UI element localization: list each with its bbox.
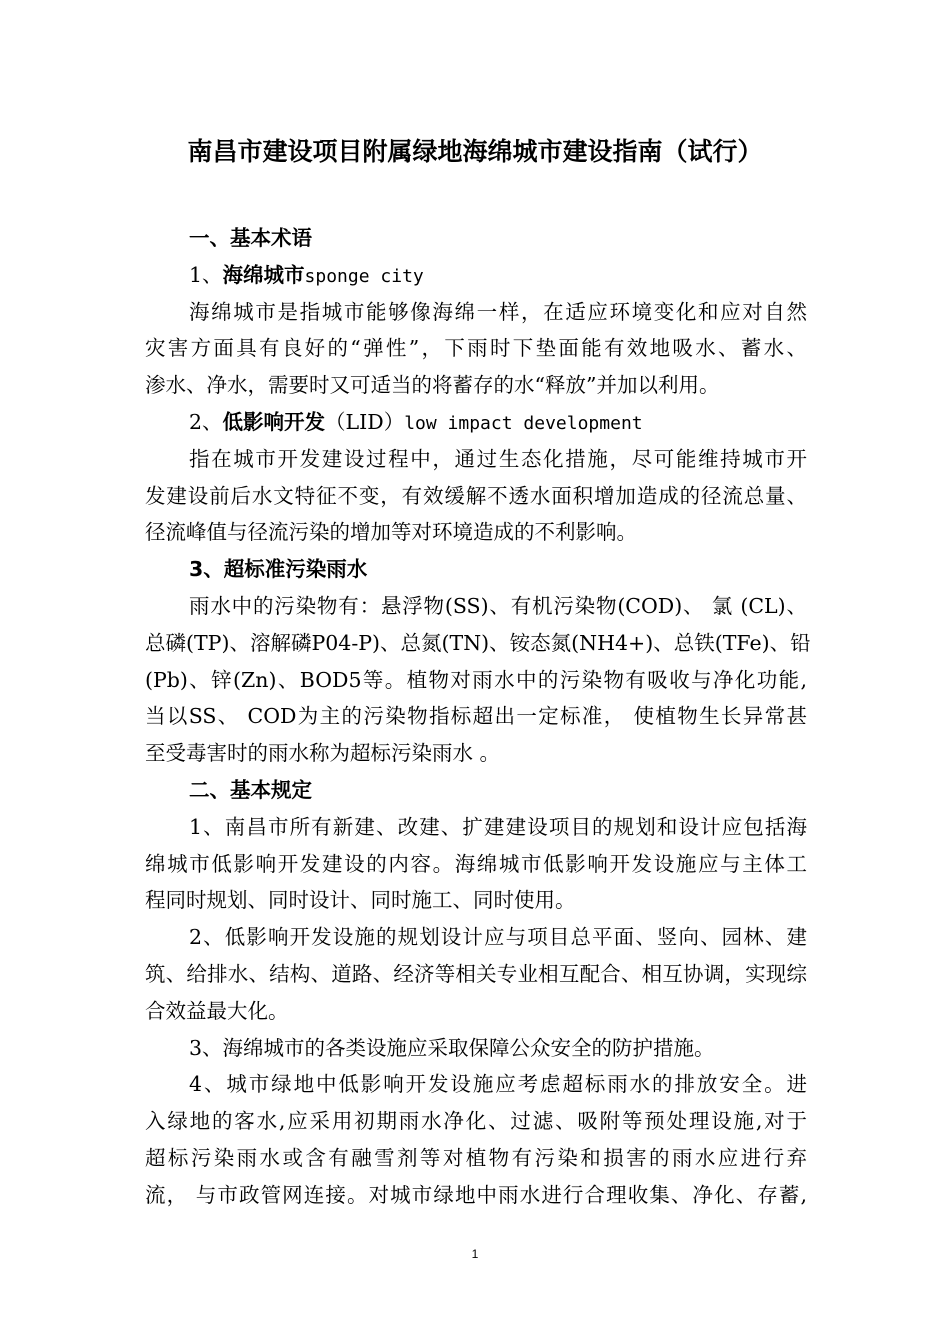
term-heading	[145, 404, 807, 441]
paragraph-line: 2、低影响开发设施的规划设计应与项目总平面、竖向、园林、建	[189, 925, 807, 950]
section-heading: 二、基本规定	[189, 777, 312, 802]
paragraph-line: 流， 与市政管网连接。对城市绿地中雨水进行合理收集、净化、存蓄,	[145, 1182, 807, 1207]
paragraph-line: 雨水中的污染物有：悬浮物(SS)、有机污染物(COD)、 氯 (CL)、	[189, 593, 807, 618]
paragraph-line: 渗水、净水，需要时又可适当的将蓄存的水“释放”并加以利用。	[145, 373, 720, 398]
document-body	[145, 220, 811, 1214]
term-name: 低影响开发	[222, 409, 326, 434]
paragraph-line: 至受毒害时的雨水称为超标污染雨水 。	[145, 741, 501, 766]
paragraph-line: 总磷(TP)、溶解磷P04-P)、总氮(TN)、铵态氮(NH4+)、总铁(TFe)、铅	[145, 630, 811, 655]
paragraph-line: 4、城市绿地中低影响开发设施应考虑超标雨水的排放安全。进	[189, 1072, 807, 1097]
paragraph-line: 绵城市低影响开发建设的内容。海绵城市低影响开发设施应与主体工	[145, 851, 807, 876]
paragraph-line: 径流峰值与径流污染的增加等对环境造成的不利影响。	[145, 520, 637, 545]
term-abbr: （LID）	[325, 409, 405, 434]
paragraph-line: 入绿地的客水,应采用初期雨水净化、过滤、吸附等预处理设施,对于	[145, 1109, 807, 1134]
page-number: 1	[471, 1247, 479, 1261]
section-heading: 一、基本术语	[189, 226, 312, 250]
term-heading	[145, 257, 807, 294]
paragraph-line: 海绵城市是指城市能够像海绵一样，在适应环境变化和应对自然	[189, 299, 807, 324]
paragraph-line: 筑、给排水、结构、道路、经济等相关专业相互配合、相互协调，实现综	[145, 961, 807, 986]
term-number: 2、	[189, 409, 223, 434]
term-heading: 3、超标准污染雨水	[189, 557, 368, 582]
paragraph-line: 灾害方面具有良好的“弹性”，下雨时下垫面能有效地吸水、蓄水、	[145, 336, 807, 361]
paragraph-line: 超标污染雨水或含有融雪剂等对植物有污染和损害的雨水应进行弃	[145, 1145, 807, 1170]
paragraph-line: (Pb)、锌(Zn)、BOD5等。植物对雨水中的污染物有吸收与净化功能,	[145, 667, 807, 692]
term-number: 1、	[189, 262, 223, 287]
paragraph-line: 程同时规划、同时设计、同时施工、同时使用。	[145, 888, 576, 913]
paragraph-line: 当以SS、 COD为主的污染物指标超出一定标准， 使植物生长异常甚	[145, 704, 807, 729]
term-english: sponge city	[304, 265, 424, 287]
paragraph-line: 指在城市开发建设过程中，通过生态化措施，尽可能维持城市开	[189, 446, 807, 471]
term-english: low impact development	[404, 412, 643, 434]
paragraph-line: 发建设前后水文特征不变，有效缓解不透水面积增加造成的径流总量、	[145, 483, 807, 508]
document-title: 南昌市建设项目附属绿地海绵城市建设指南（试行）	[187, 137, 763, 166]
term-name: 海绵城市	[222, 262, 305, 287]
paragraph-line: 3、海绵城市的各类设施应采取保障公众安全的防护措施。	[189, 1035, 715, 1060]
paragraph-line: 1、南昌市所有新建、改建、扩建建设项目的规划和设计应包括海	[189, 814, 807, 839]
paragraph-line: 合效益最大化。	[145, 998, 289, 1023]
